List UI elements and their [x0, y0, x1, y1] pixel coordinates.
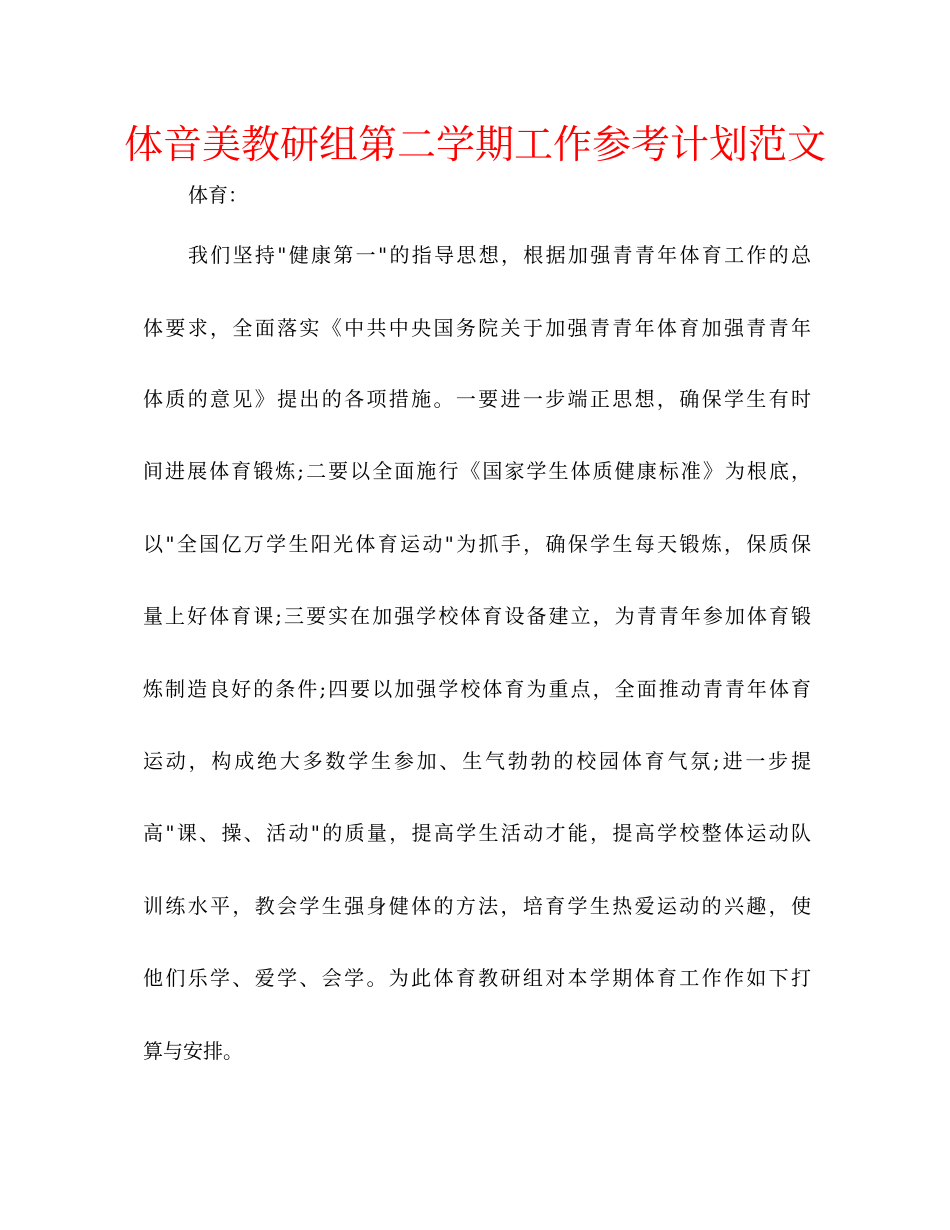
section-heading: 体育： — [188, 183, 248, 207]
paragraph-line: 体要求，全面落实《中共中央国务院关于加强青青年体育加强青青年 — [143, 316, 811, 340]
paragraph-line: 体质的意见》提出的各项措施。一要进一步端正思想，确保学生有时 — [143, 387, 811, 411]
paragraph-line: 高"课、操、活动"的质量，提高学生活动才能，提高学校整体运动队 — [143, 821, 811, 845]
paragraph-line: 量上好体育课;三要实在加强学校体育设备建立，为青青年参加体育锻 — [143, 604, 811, 628]
paragraph-line: 间进展体育锻炼;二要以全面施行《国家学生体质健康标准》为根底， — [143, 459, 811, 483]
paragraph-line: 我们坚持"健康第一"的指导思想，根据加强青青年体育工作的总 — [188, 243, 811, 267]
paragraph-line: 训练水平，教会学生强身健体的方法，培育学生热爱运动的兴趣，使 — [143, 894, 811, 918]
document-title: 体音美教研组第二学期工作参考计划范文 — [123, 123, 826, 168]
paragraph-line: 以"全国亿万学生阳光体育运动"为抓手，确保学生每天锻炼，保质保 — [143, 532, 811, 556]
paragraph-line: 他们乐学、爱学、会学。为此体育教研组对本学期体育工作作如下打 — [143, 966, 811, 990]
paragraph-line: 运动，构成绝大多数学生参加、生气勃勃的校园体育气氛;进一步提 — [143, 749, 811, 773]
paragraph-line: 算与安排。 — [143, 1039, 243, 1063]
paragraph-line: 炼制造良好的条件;四要以加强学校体育为重点，全面推动青青年体育 — [143, 677, 811, 701]
